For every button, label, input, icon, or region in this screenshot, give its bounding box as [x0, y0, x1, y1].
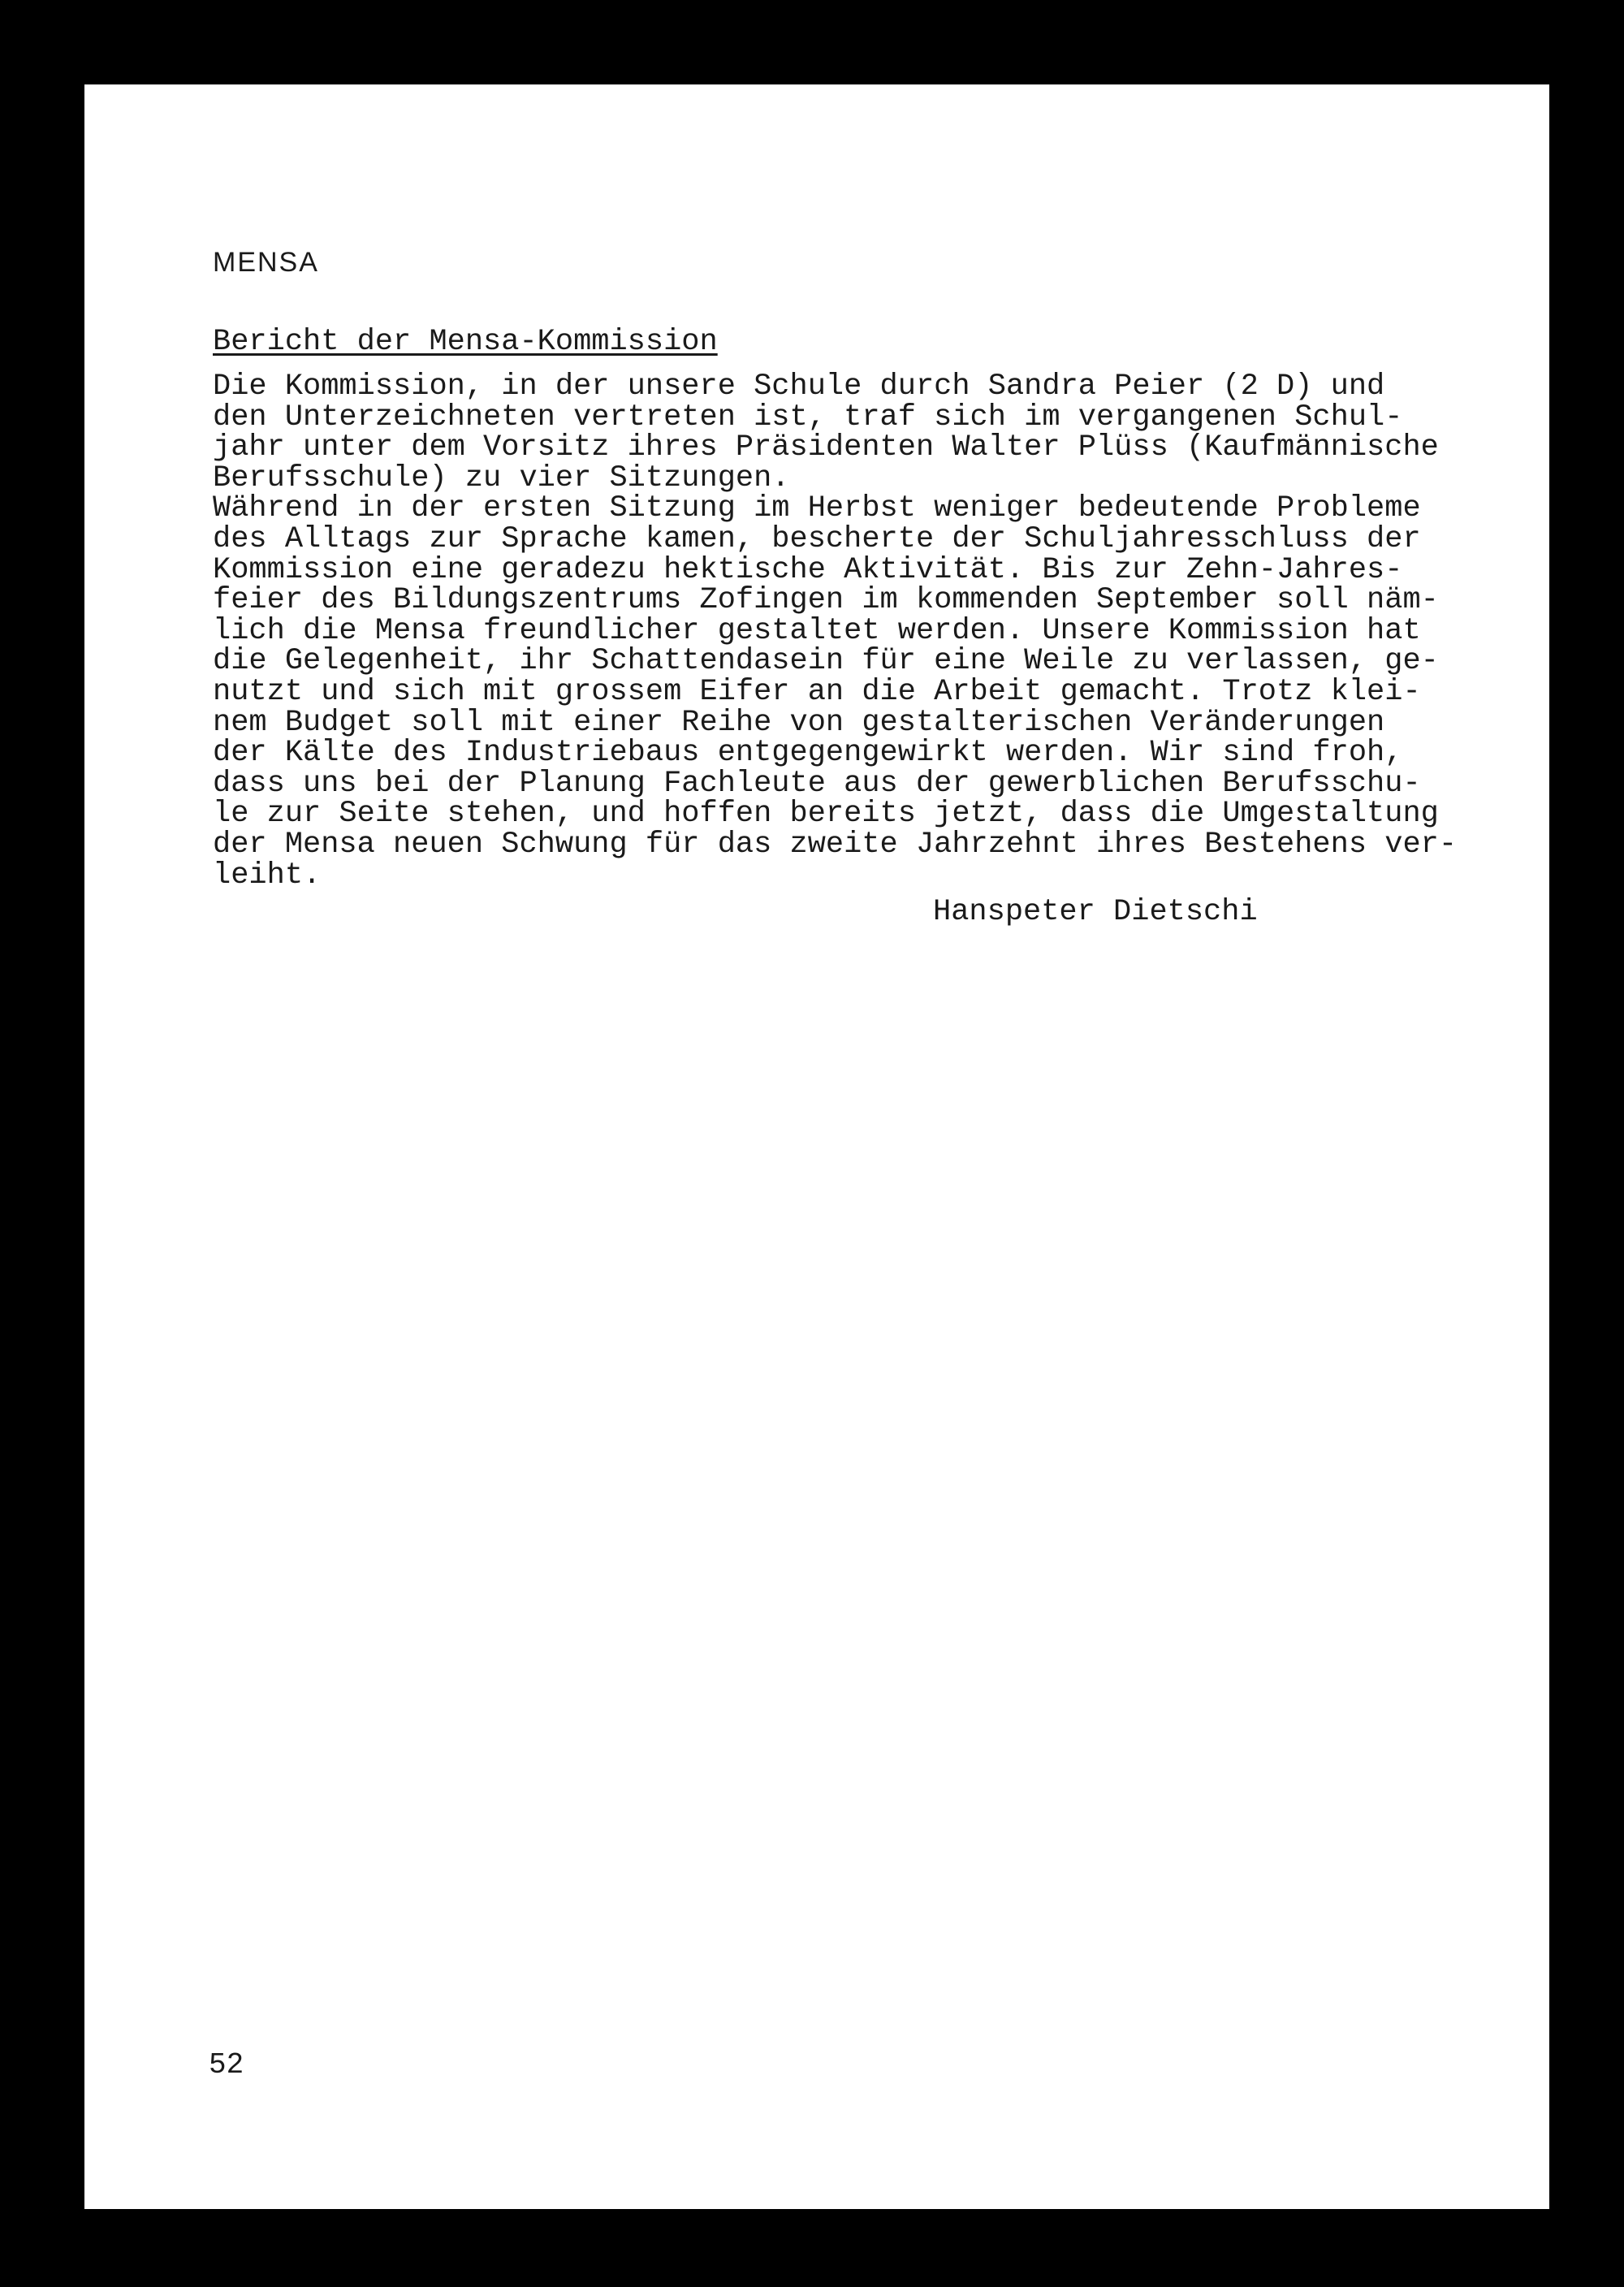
- author-signature: Hanspeter Dietschi: [933, 895, 1258, 929]
- article-body: [213, 372, 1457, 891]
- body-line: le zur Seite stehen, und hoffen bereits jetzt, dass die Umgestaltung: [213, 797, 1439, 832]
- body-line: dass uns bei der Planung Fachleute aus der gewerblichen Berufsschu-: [213, 766, 1421, 801]
- body-line: leiht.: [213, 858, 322, 893]
- body-line: des Alltags zur Sprache kamen, bescherte der Schuljahresschluss der: [213, 521, 1421, 556]
- body-line: Während in der ersten Sitzung im Herbst weniger bedeutende Probleme: [213, 491, 1421, 526]
- body-line: die Gelegenheit, ihr Schattendasein für eine Weile zu verlassen, ge-: [213, 644, 1439, 679]
- document-page: [84, 84, 1549, 2209]
- body-line: jahr unter dem Vorsitz ihres Präsidenten Walter Plüss (Kaufmännische: [213, 430, 1439, 465]
- page-number: 52: [209, 2048, 244, 2082]
- article-heading: Bericht der Mensa-Kommission: [213, 325, 718, 359]
- body-line: nem Budget soll mit einer Reihe von gestalterischen Veränderungen: [213, 705, 1385, 740]
- body-line: Berufsschule) zu vier Sitzungen.: [213, 460, 790, 495]
- body-line: der Mensa neuen Schwung für das zweite Jahrzehnt ihres Bestehens ver-: [213, 827, 1458, 862]
- body-line: den Unterzeichneten vertreten ist, traf sich im vergangenen Schul-: [213, 400, 1403, 434]
- section-label: MENSA: [213, 247, 319, 278]
- body-line: feier des Bildungszentrums Zofingen im kommenden September soll näm-: [213, 583, 1439, 618]
- body-line: lich die Mensa freundlicher gestaltet werden. Unsere Kommission hat: [213, 613, 1421, 648]
- body-line: Kommission eine geradezu hektische Aktivität. Bis zur Zehn-Jahres-: [213, 552, 1403, 587]
- body-line: Die Kommission, in der unsere Schule durch Sandra Peier (2 D) und: [213, 370, 1385, 404]
- body-line: nutzt und sich mit grossem Eifer an die Arbeit gemacht. Trotz klei-: [213, 674, 1421, 709]
- body-line: der Kälte des Industriebaus entgegengewirkt werden. Wir sind froh,: [213, 736, 1403, 771]
